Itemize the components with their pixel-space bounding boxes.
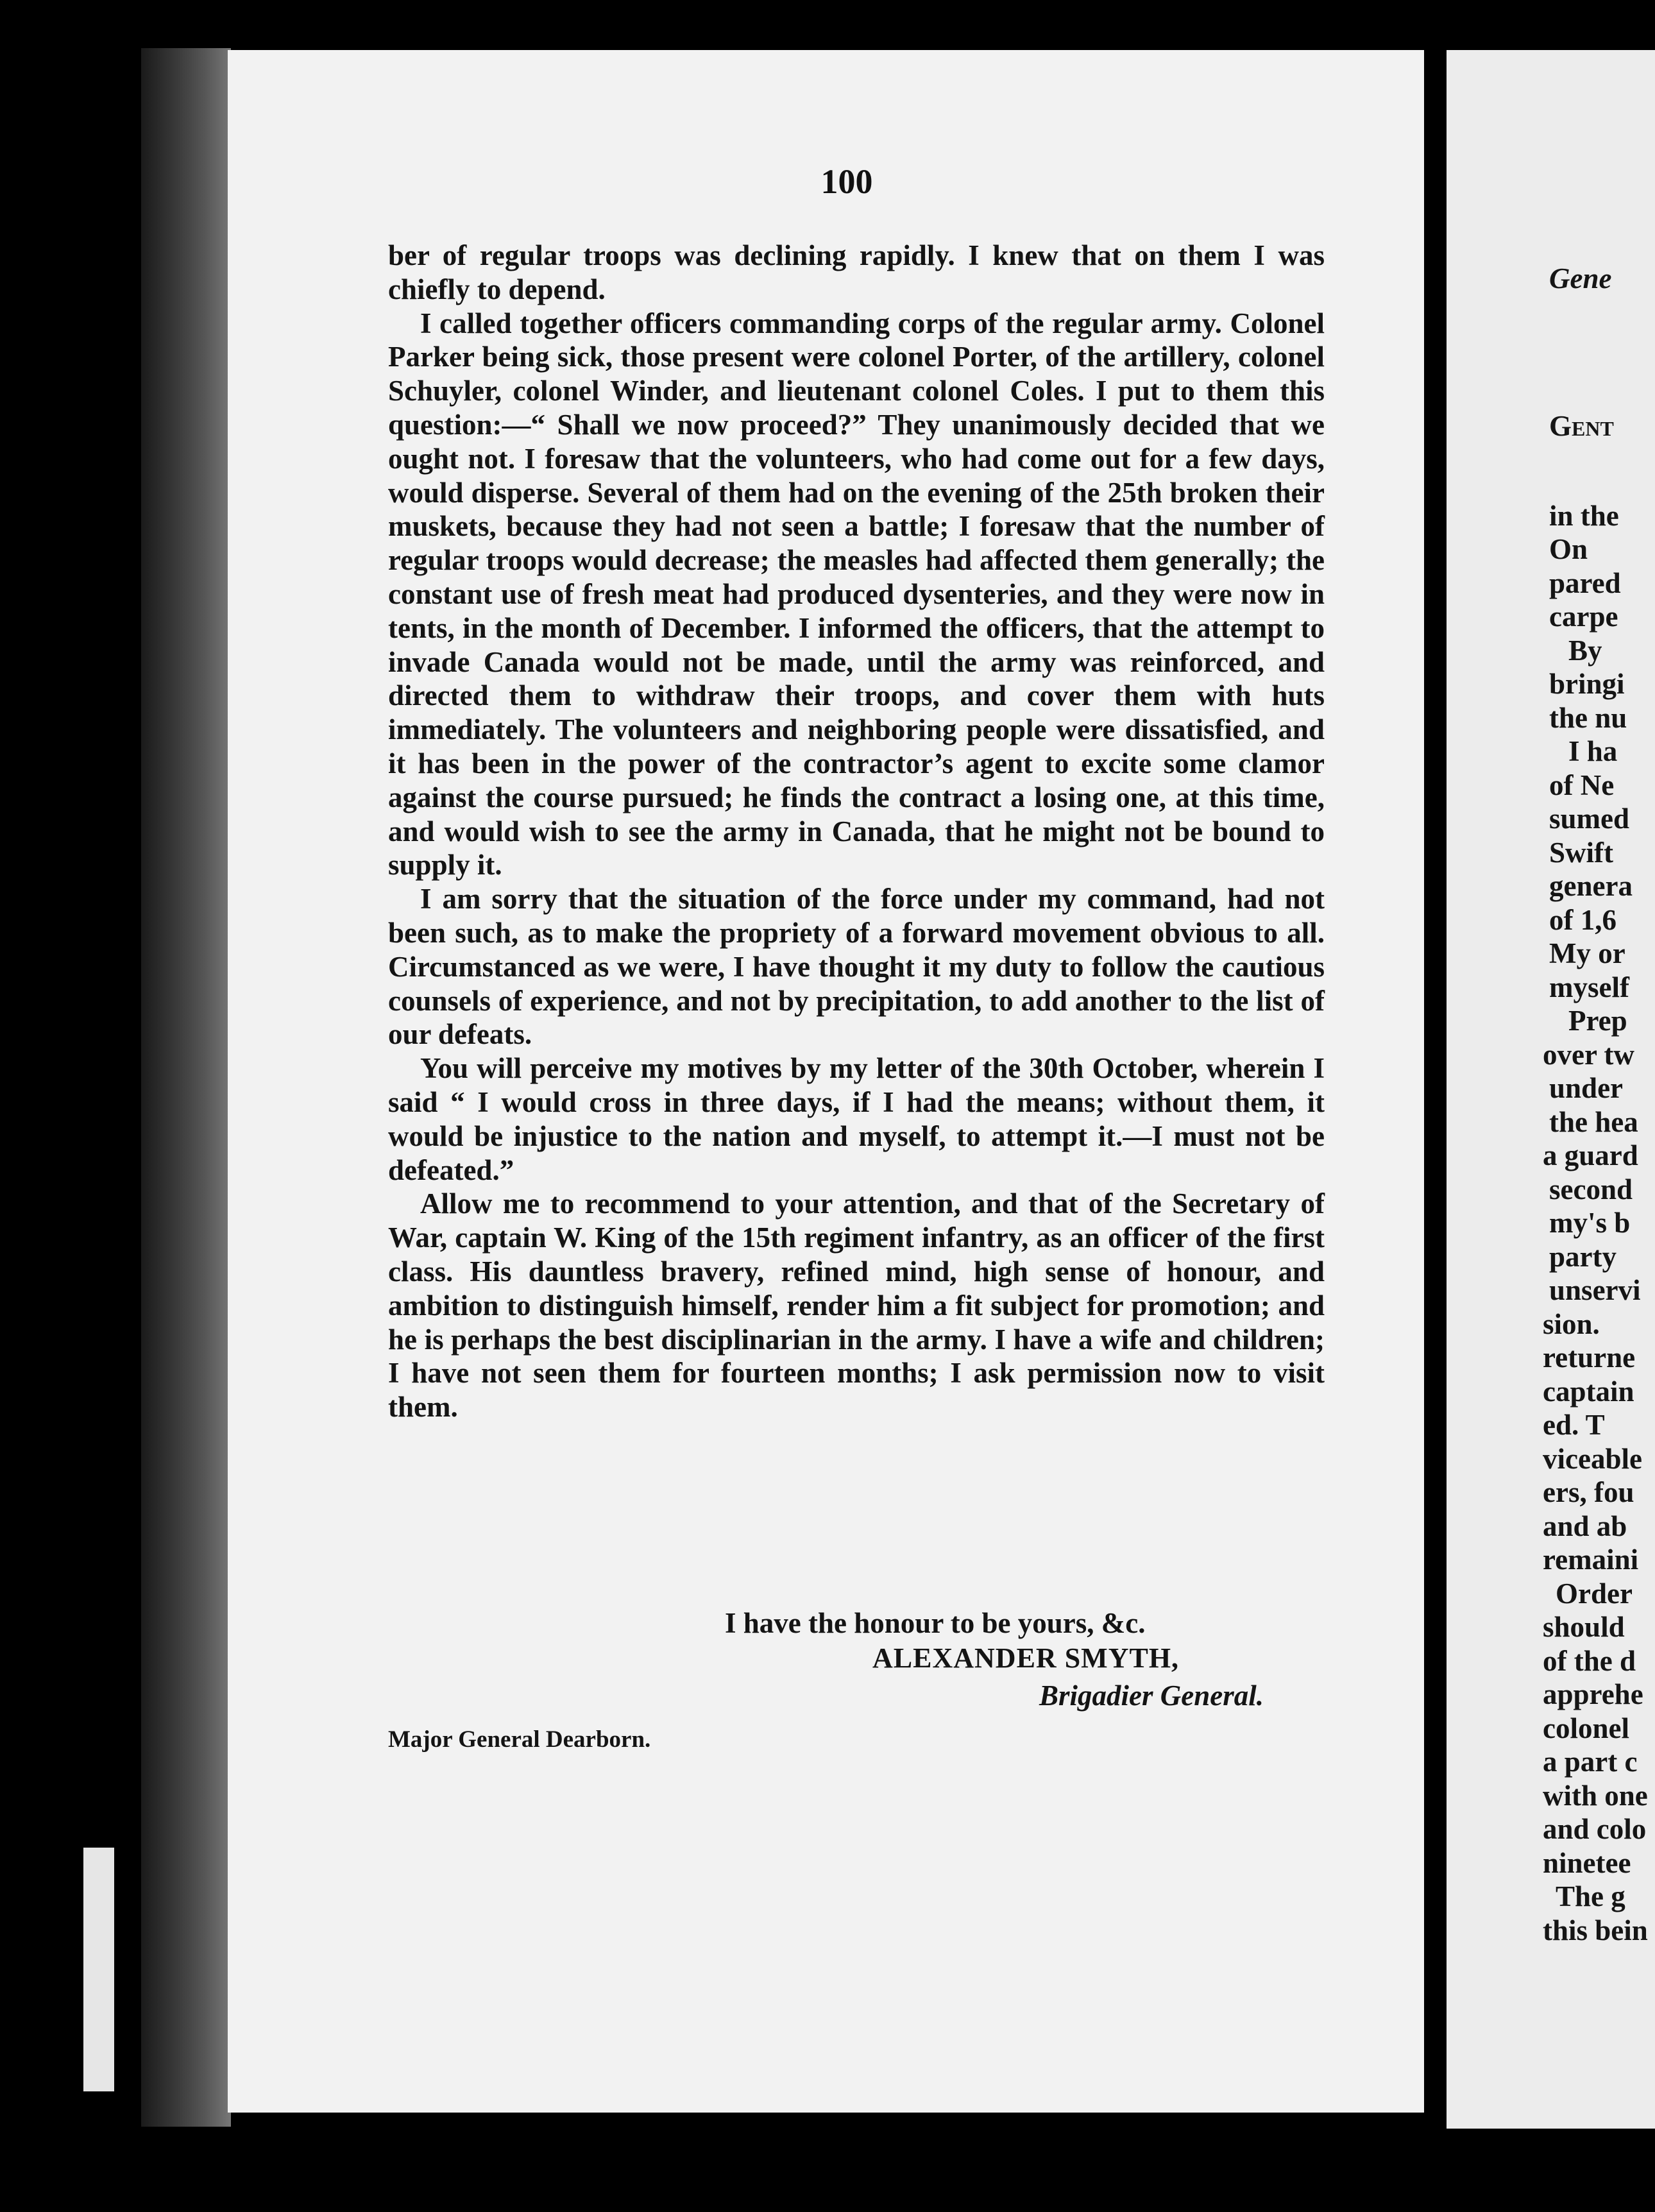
next-page-line: my's b xyxy=(1549,1207,1631,1239)
book-spine-shadow xyxy=(141,48,231,2127)
next-page-line: this bein xyxy=(1543,1914,1648,1946)
next-page-line: Order xyxy=(1556,1578,1633,1610)
next-page-line: unservi xyxy=(1549,1274,1641,1306)
next-page-line: returne xyxy=(1543,1341,1636,1374)
next-page-line: the nu xyxy=(1549,702,1627,734)
next-page-line: By xyxy=(1568,634,1602,667)
next-page-line: of 1,6 xyxy=(1549,904,1617,936)
next-page-line: of Ne xyxy=(1549,769,1615,801)
next-page-line: captain xyxy=(1543,1375,1634,1408)
next-page-line: in the xyxy=(1549,500,1619,532)
next-page-line: remaini xyxy=(1543,1544,1639,1576)
next-page-line: over tw xyxy=(1543,1039,1634,1071)
letter-body xyxy=(388,239,1325,1424)
paragraph: You will perceive my motives by my letter of the 30th October, wherein I said “ I would cross in three days, if I had the means; without them, it would be injustice to the nation and myself, to attempt it.—I must not be defeated.” xyxy=(388,1052,1325,1186)
paragraph: Allow me to recommend to your attention, and that of the Secretary of War, captain W. King of the 15th regiment infantry, as an officer of the first class. His dauntless bravery, refined mind, high sense of honour, and ambition to distinguish himself, render him a fit subject for promotion; and he is perhaps the best disciplinarian in the army. I have a wife and children; I have not seen them for fourteen months; I ask permission now to visit them. xyxy=(388,1187,1325,1424)
next-page-line: the hea xyxy=(1549,1106,1638,1138)
next-page-line: viceable xyxy=(1543,1443,1642,1475)
next-page-line: myself xyxy=(1549,971,1629,1003)
paragraph: I am sorry that the situation of the force under my command, had not been such, as to make the propriety of a forward movement obvious to all. Circumstanced as we were, I have thought it my duty to follow the cautious counsels of experience, and not by precipitation, to add another to the list of our defeats. xyxy=(388,883,1325,1051)
next-page-line: colonel xyxy=(1543,1712,1629,1744)
next-page-line: bringi xyxy=(1549,668,1625,700)
next-page-line: a part c xyxy=(1543,1746,1638,1778)
next-page-line: should xyxy=(1543,1611,1625,1643)
next-page-line: apprehe xyxy=(1543,1678,1643,1710)
addressee: Major General Dearborn. xyxy=(388,1726,651,1753)
signature-block xyxy=(388,1606,1325,1754)
next-page-line: a guard xyxy=(1543,1139,1638,1171)
book-page-right-partial xyxy=(1447,50,1655,2129)
paragraph: I called together officers commanding corps of the regular army. Colonel Parker being sick, those present were colonel Porter, of the artillery, colonel Schuyler, colonel Winder, and lieutenant colonel Coles. I put to them this question:—“ Shall we now proceed?” They unanimously decided that we ought not. I foresaw that the volunteers, who had come out for a few days, would disperse. Several of them had on the evening of the 25th broken their muskets, because they had not seen a battle; I foresaw that the number of regular troops would decrease; the measles had affected them generally; the constant use of fresh meat had produced dysenteries, and they were now in tents, in the month of December. I informed the officers, that the attempt to invade Canada would not be made, until the army was reinforced, and directed them to withdraw their troops, and cover them with huts immediately. The volunteers and neighboring people were dissatisfied, and it has been in the power of the contractor’s agent to excite some clamor against the course pursued; he finds the contract a losing one, at this time, and would wish to see the army in Canada, that he might not be bound to supply it. xyxy=(388,307,1325,881)
next-page-line: carpe xyxy=(1549,600,1618,633)
next-page-line: Prep xyxy=(1568,1005,1627,1037)
next-page-line: second xyxy=(1549,1173,1633,1205)
next-page-line: The g xyxy=(1556,1880,1625,1912)
next-page-line: I ha xyxy=(1568,735,1618,767)
paragraph: ber of regular troops was declining rapidly. I knew that on them I was chiefly to depend. xyxy=(388,239,1325,305)
next-page-line: genera xyxy=(1549,870,1633,902)
next-page-line: and ab xyxy=(1543,1510,1627,1542)
next-page-line: of the d xyxy=(1543,1645,1636,1677)
next-page-line: under xyxy=(1549,1072,1624,1104)
page-edge-strip xyxy=(83,1848,114,2091)
next-page-line: Gene xyxy=(1549,262,1612,294)
next-page-line: My or xyxy=(1549,937,1625,969)
next-page-line: Swift xyxy=(1549,837,1613,869)
next-page-line: ninetee xyxy=(1543,1847,1631,1879)
next-page-line: Gent xyxy=(1549,410,1614,442)
next-page-line: pared xyxy=(1549,567,1621,599)
signer-name: ALEXANDER SMYTH, xyxy=(872,1642,1180,1674)
next-page-line: party xyxy=(1549,1241,1617,1273)
signer-rank: Brigadier General. xyxy=(1039,1680,1264,1712)
next-page-line: ed. T xyxy=(1543,1409,1605,1441)
closing-line: I have the honour to be yours, &c. xyxy=(725,1607,1146,1639)
next-page-line: ers, fou xyxy=(1543,1476,1634,1508)
next-page-line: and colo xyxy=(1543,1813,1647,1845)
next-page-line: On xyxy=(1549,533,1588,565)
next-page-line: sion. xyxy=(1543,1308,1600,1340)
page-number: 100 xyxy=(820,162,873,201)
next-page-line: with one xyxy=(1543,1780,1648,1812)
next-page-line: sumed xyxy=(1549,803,1630,835)
